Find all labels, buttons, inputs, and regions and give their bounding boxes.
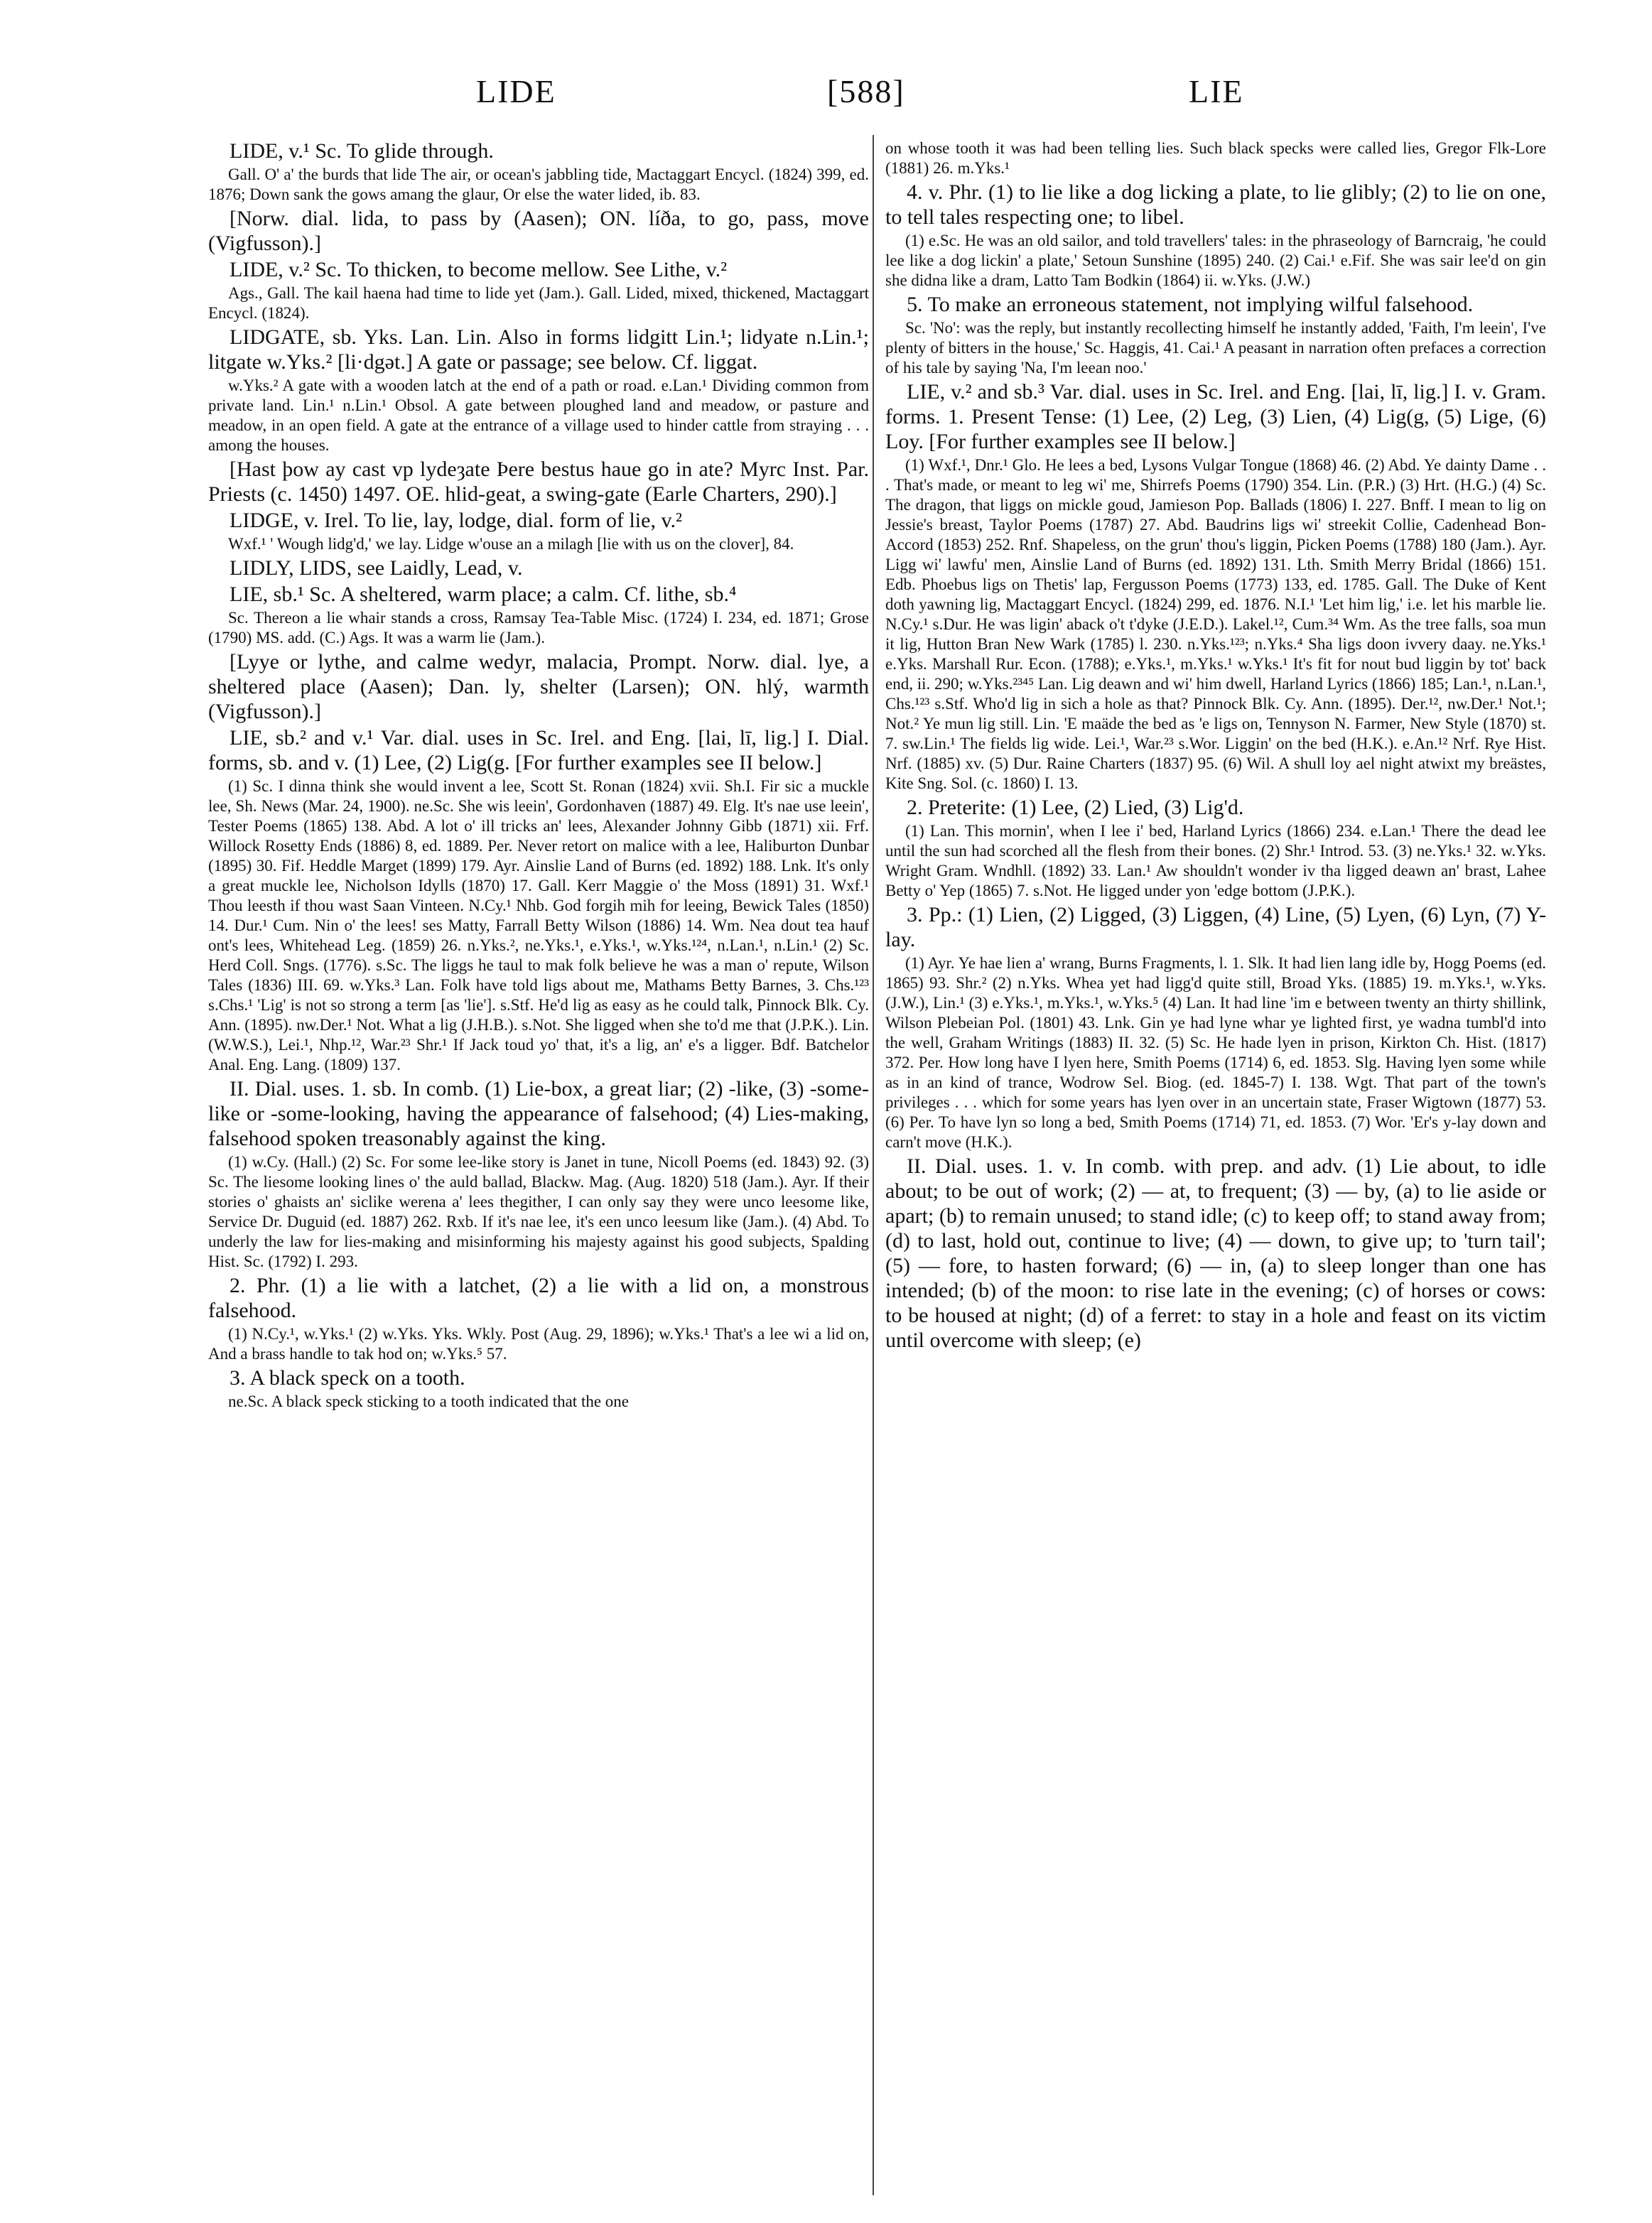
entry-paragraph: LIDE, v.² Sc. To thicken, to become mellow. See Lithe, v.²: [230, 258, 728, 281]
entry-paragraph: 2. Preterite: (1) Lee, (2) Lied, (3) Lig'd.: [907, 796, 1244, 819]
citation-paragraph: (1) Sc. I dinna think she would invent a lee, Scott St. Ronan (1824) xvii. Sh.I. Fir sic a muckle lee, Sh. News (Mar. 24, 1900). ne.Sc. She wis leein', Gordonhaven (1887) 49. Elg. It's nae use leein', Tester Poems (1865) 138. Abd. A lot o' ill tricks an' lees, Alexander Johnny Gibb (1871) xii. Frf. Willock Rosetty Ends (1886) 8, ed. 1889. Per. Never retort on malice with a lee, Haliburton Dunbar (1895) 30. Fif. Heddle Marget (1899) 179. Ayr. Ainslie Land of Burns (ed. 1892) 188. Lnk. It's only a great muckle lee, Nicholson Idylls (1870) 17. Gall. Kerr Maggie o' the Moss (1891) 31. Wxf.¹ Thou leesth if thou wast Saan Vinteen. N.Cy.¹ Nhb. God forgih mih for leeing, Bewick Tales (1850) 14. Dur.¹ Cum. Nin o' the lees! ses Matty, Farrall Betty Wilson (1886) 14. Wm. Nea dout tea hauf ont's lees, Whitehead Leg. (1859) 26. n.Yks.², ne.Yks.¹, e.Yks.¹, w.Yks.¹²⁴, n.Lan.¹, n.Lin.¹ (2) Sc. Herd Coll. Sngs. (1776). s.Sc. The liggs he taul to mak folk believe he was a man o' repute, Wilson Tales (1836) III. 69. w.Yks.³ Lan. Folk have told ligs about me, Mathams Betty Barnes, 3. Chs.¹²³ s.Chs.¹ 'Lig' is not so strong a term [as 'lie']. s.Stf. He'd lig as easy as he could talk, Pinnock Blk. Cy. Ann. (1895). nw.Der.¹ Not. What a lig (J.H.B.). s.Not. She ligged when she to'd me that (J.P.K.). Lin. (W.W.S.), Lei.¹, Nhp.¹², War.²³ Shr.¹ If Jack toud yo' that, it's a lig, an' e's a ligger. Bdf. Batchelor Anal. Eng. Lang. (1809) 137.: [208, 777, 869, 1073]
running-header: [0, 72, 1652, 122]
citation-paragraph: Wxf.¹ ' Wough lidg'd,' we lay. Lidge w'ouse an a milagh [lie with us on the clover], 84.: [228, 535, 794, 553]
entry-paragraph: 3. Pp.: (1) Lien, (2) Ligged, (3) Liggen, (4) Line, (5) Lyen, (6) Lyn, (7) Y-lay.: [885, 903, 1546, 951]
entry-paragraph: 3. A black speck on a tooth.: [230, 1366, 465, 1390]
citation-paragraph: w.Yks.² A gate with a wooden latch at the end of a path or road. e.Lan.¹ Dividing common from private land. Lin.¹ n.Lin.¹ Obsol. A gate between ploughed land and meadow, or pasture and meadow, in an open field. A gate at the entrance of a village used to hinder cattle from straying . . . among the houses.: [208, 377, 869, 454]
entry-paragraph: 2. Phr. (1) a lie with a latchet, (2) a lie with a lid on, a monstrous falsehood.: [208, 1274, 869, 1322]
citation-paragraph: Sc. Thereon a lie whair stands a cross, Ramsay Tea-Table Misc. (1724) I. 234, ed. 1871; Grose (1790) MS. add. (C.) Ags. It was a warm lie (Jam.).: [208, 609, 869, 647]
entry-paragraph: [Lyye or lythe, and calme wedyr, malacia, Prompt. Norw. dial. lye, a sheltered place (Aasen); Dan. ly, shelter (Larsen); ON. hlý, warmth (Vigfusson).]: [208, 650, 869, 723]
citation-paragraph: ne.Sc. A black speck sticking to a tooth indicated that the one: [228, 1392, 630, 1410]
left-column: [208, 139, 869, 2213]
entry-paragraph: 4. v. Phr. (1) to lie like a dog licking a plate, to lie glibly; (2) to lie on one, to tell tales respecting one; to libel.: [885, 180, 1546, 229]
header-left-word: LIDE: [476, 73, 556, 109]
citation-paragraph: (1) Ayr. Ye hae lien a' wrang, Burns Fragments, l. 1. Slk. It had lien lang idle by, Hogg Poems (ed. 1865) 93. Shr.² (2) n.Yks. Whea yet had ligg'd quite still, Broad Yks. (1885) 19. m.Yks.¹, w.Yks. (J.W.), Lin.¹ (3) e.Yks.¹, m.Yks.¹, w.Yks.⁵ (4) Lan. It had line 'im e between twenty an thirty shillink, Wilson Plebeian Pol. (1801) 43. Lnk. Gin ye had lyne whar ye lighted first, ye wadna tumbl'd into the well, Graham Writings (1883) II. 32. (5) Sc. He hade lyen in prison, Kirkton Ch. Hist. (1817) 372. Per. How long have I lyen here, Smith Poems (1714) 6, ed. 1853. Slg. Having lyen some while as in an kind of trance, Wodrow Sel. Biog. (ed. 1845-7) I. 138. Wgt. That part of the town's privileges . . . which for some years has lyen over in an uncertain state, Fraser Wigtown (1877) 53. (6) Per. To have lyn so long a bed, Smith Poems (1714) 71, ed. 1853. (7) Wor. 'Er's y-lay down and carn't move (H.K.).: [885, 954, 1546, 1151]
column-divider: [873, 135, 874, 2195]
citation-paragraph: (1) Wxf.¹, Dnr.¹ Glo. He lees a bed, Lysons Vulgar Tongue (1868) 46. (2) Abd. Ye dainty Dame . . . That's made, or meant to leg wi' me, Shirrefs Poems (1790) 354. Lin. (P.R.) (3) Hrt. (H.G.) (4) Sc. The dragon, that liggs on mickle goud, Jamieson Pop. Ballads (1806) I. 227. Bnff. I mean to lig on Jessie's breast, Taylor Poems (1787) 27. Abd. Baudrins ligs wi' streekit Collie, Cadenhead Bon-Accord (1853) 252. Rnf. Shapeless, on the grun' thou's liggin, Picken Poems (1788) 180 (Jam.). Ayr. Ligg wi' lawfu' men, Ainslie Land of Burns (ed. 1892) 131. Lth. Smith Merry Bridal (1866) 151. Edb. Phoebus ligs on Thetis' lap, Fergusson Poems (1773) 133, ed. 1785. Gall. The Duke of Kent doth yawning lig, Mactaggart Encycl. (1824) 299, ed. 1876. N.I.¹ 'Let him lig,' i.e. let his marble lie. N.Cy.¹ s.Dur. He was ligin' aback o't t'dyke (J.E.D.). Lakel.¹², Cum.³⁴ Wm. As the tree falls, soa mun it lig, Hutton Bran New Wark (1785) l. 230. n.Yks.¹²³; n.Yks.⁴ Sha ligs doon ivvery daay. ne.Yks.¹ e.Yks. Marshall Rur. Econ. (1788); e.Yks.¹, m.Yks.¹ w.Yks.¹ It's fit for nout bud liggin by tot' back end, ii. 290; w.Yks.²³⁴⁵ Lan. Lig deawn and wi' him dwell, Harland Lyrics (1866) 185; Lan.¹, n.Lan.¹, Chs.¹²³ s.Stf. Who'd lig in sich a hole as that? Pinnock Blk. Cy. Ann. (1895). Der.¹², nw.Der.¹ Not.¹; Not.² Ye mun lig still. Lin. 'E maäde the bed as 'e ligs on, Tennyson N. Farmer, New Style (1870) st. 7. sw.Lin.¹ The fields lig wide. Lei.¹, War.²³ s.Wor. Liggin' on the bed (H.K.). e.An.¹² Nrf. Rye Hist. Nrf. (1885) xv. (5) Dur. Raine Charters (1837) 95. (6) Wil. A shull loy ael night atwixt my breästes, Kite Sng. Sol. (c. 1860) I. 13.: [885, 456, 1546, 792]
citation-paragraph: Ags., Gall. The kail haena had time to lide yet (Jam.). Gall. Lided, mixed, thickened, Mactaggart Encycl. (1824).: [208, 284, 869, 322]
entry-paragraph: LIDE, v.¹ Sc. To glide through.: [230, 139, 494, 163]
citation-paragraph: (1) N.Cy.¹, w.Yks.¹ (2) w.Yks. Yks. Wkly. Post (Aug. 29, 1896); w.Yks.¹ That's a lee wi a lid on, And a brass handle to tak hod on; w.Yks.⁵ 57.: [208, 1325, 869, 1363]
citation-paragraph: Sc. 'No': was the reply, but instantly recollecting himself he instantly added, 'Faith, I'm leein', I've plenty of bitters in the house,' Sc. Haggis, 41. Cai.¹ A peasant in narration often prefaces a correction of his tale by saying 'Na, I'm leean noo.': [885, 319, 1546, 377]
entry-paragraph: 5. To make an erroneous statement, not implying wilful falsehood.: [907, 293, 1474, 316]
entry-paragraph: LIDGATE, sb. Yks. Lan. Lin. Also in forms lidgitt Lin.¹; lidyate n.Lin.¹; litgate w.Yks.² [li·dgət.] A gate or passage; see below. Cf. liggat.: [208, 325, 869, 374]
entry-paragraph: LIE, sb.¹ Sc. A sheltered, warm place; a calm. Cf. lithe, sb.⁴: [230, 583, 737, 606]
page-number: [588]: [827, 73, 905, 109]
citation-paragraph: (1) w.Cy. (Hall.) (2) Sc. For some lee-like story is Janet in tune, Nicoll Poems (ed. 1843) 92. (3) Sc. The liesome looking lines o' the auld ballad, Blackw. Mag. (Aug. 1820) 518 (Jam.). Ayr. If their stories o' ghaists an' siclike werena a' lees thegither, I can only say they were unco leesome like, Service Dr. Duguid (ed. 1887) 262. Rxb. If it's nae lee, it's een unco leesum like (Jam.). (4) Abd. To underly the law for lies-making and misinforming his majesty against his good subjects, Spalding Hist. Sc. (1792) I. 293.: [208, 1153, 869, 1270]
header-right-word: LIE: [1189, 73, 1244, 109]
entry-paragraph: II. Dial. uses. 1. sb. In comb. (1) Lie-box, a great liar; (2) -like, (3) -some-like or -some-looking, having the appearance of falsehood; (4) Lies-making, falsehood spoken treasonably against the king.: [208, 1077, 869, 1150]
entry-paragraph: LIE, v.² and sb.³ Var. dial. uses in Sc. Irel. and Eng. [lai, lī, lig.] I. v. Gram. forms. 1. Present Tense: (1) Lee, (2) Leg, (3) Lien, (4) Lig(g, (5) Lige, (6) Loy. [For further examples see II below.]: [885, 380, 1546, 453]
citation-paragraph: on whose tooth it was had been telling lies. Such black specks were called lies, Gregor Flk-Lore (1881) 26. m.Yks.¹: [885, 139, 1546, 177]
entry-paragraph: [Hast þow ay cast vp lydeȝate Þere bestus haue go in ate? Myrc Inst. Par. Priests (c. 1450) 1497. OE. hlid-geat, a swing-gate (Earle Charters, 290).]: [208, 458, 869, 506]
entry-paragraph: LIE, sb.² and v.¹ Var. dial. uses in Sc. Irel. and Eng. [lai, lī, lig.] I. Dial. forms, sb. and v. (1) Lee, (2) Lig(g. [For further examples see II below.]: [208, 726, 869, 774]
citation-paragraph: (1) Lan. This mornin', when I lee i' bed, Harland Lyrics (1866) 234. e.Lan.¹ There the dead lee until the sun had scorched all the flesh from their bones. (2) Shr.¹ Introd. 53. (3) ne.Yks.¹ 32. w.Yks. Wright Gram. Wndhll. (1892) 33. Lan.¹ Aw shouldn't wonder iv tha ligged deawn an' brast, Lahee Betty o' Yep (1865) 7. s.Not. He ligged under yon 'edge bottom (J.P.K.).: [885, 822, 1546, 899]
entry-paragraph: II. Dial. uses. 1. v. In comb. with prep. and adv. (1) Lie about, to idle about; to be out of work; (2) — at, to frequent; (3) — by, (a) to lie aside or apart; (b) to remain unused; to stand idle; (c) to keep off; to stand away from; (d) to last, hold out, continue to live; (4) — down, to give up; to 'turn tail'; (5) — fore, to hasten forward; (6) — in, (a) to sleep longer than one has intended; (b) of the moon: to rise late in the evening; (c) of horses or cows: to be housed at night; (d) of a ferret: to stay in a hole and feast on its victim until overcome with sleep; (e): [885, 1154, 1546, 1352]
citation-paragraph: Gall. O' a' the burds that lide The air, or ocean's jabbling tide, Mactaggart Encycl. (1824) 399, ed. 1876; Down sank the gows amang the glaur, Or else the water lided, ib. 83.: [208, 166, 869, 203]
entry-paragraph: LIDLY, LIDS, see Laidly, Lead, v.: [230, 556, 523, 580]
right-column: [885, 139, 1546, 2213]
entry-paragraph: [Norw. dial. lida, to pass by (Aasen); ON. líða, to go, pass, move (Vigfusson).]: [208, 207, 869, 255]
citation-paragraph: (1) e.Sc. He was an old sailor, and told travellers' tales: in the phraseology of Barncraig, 'he could lee like a dog lickin' a plate,' Setoun Sunshine (1895) 240. (2) Cai.¹ e.Fif. She was sair lee'd on gin she didna like a dram, Latto Tam Bodkin (1864) ii. w.Yks. (J.W.): [885, 232, 1546, 289]
entry-paragraph: LIDGE, v. Irel. To lie, lay, lodge, dial. form of lie, v.²: [230, 509, 683, 532]
